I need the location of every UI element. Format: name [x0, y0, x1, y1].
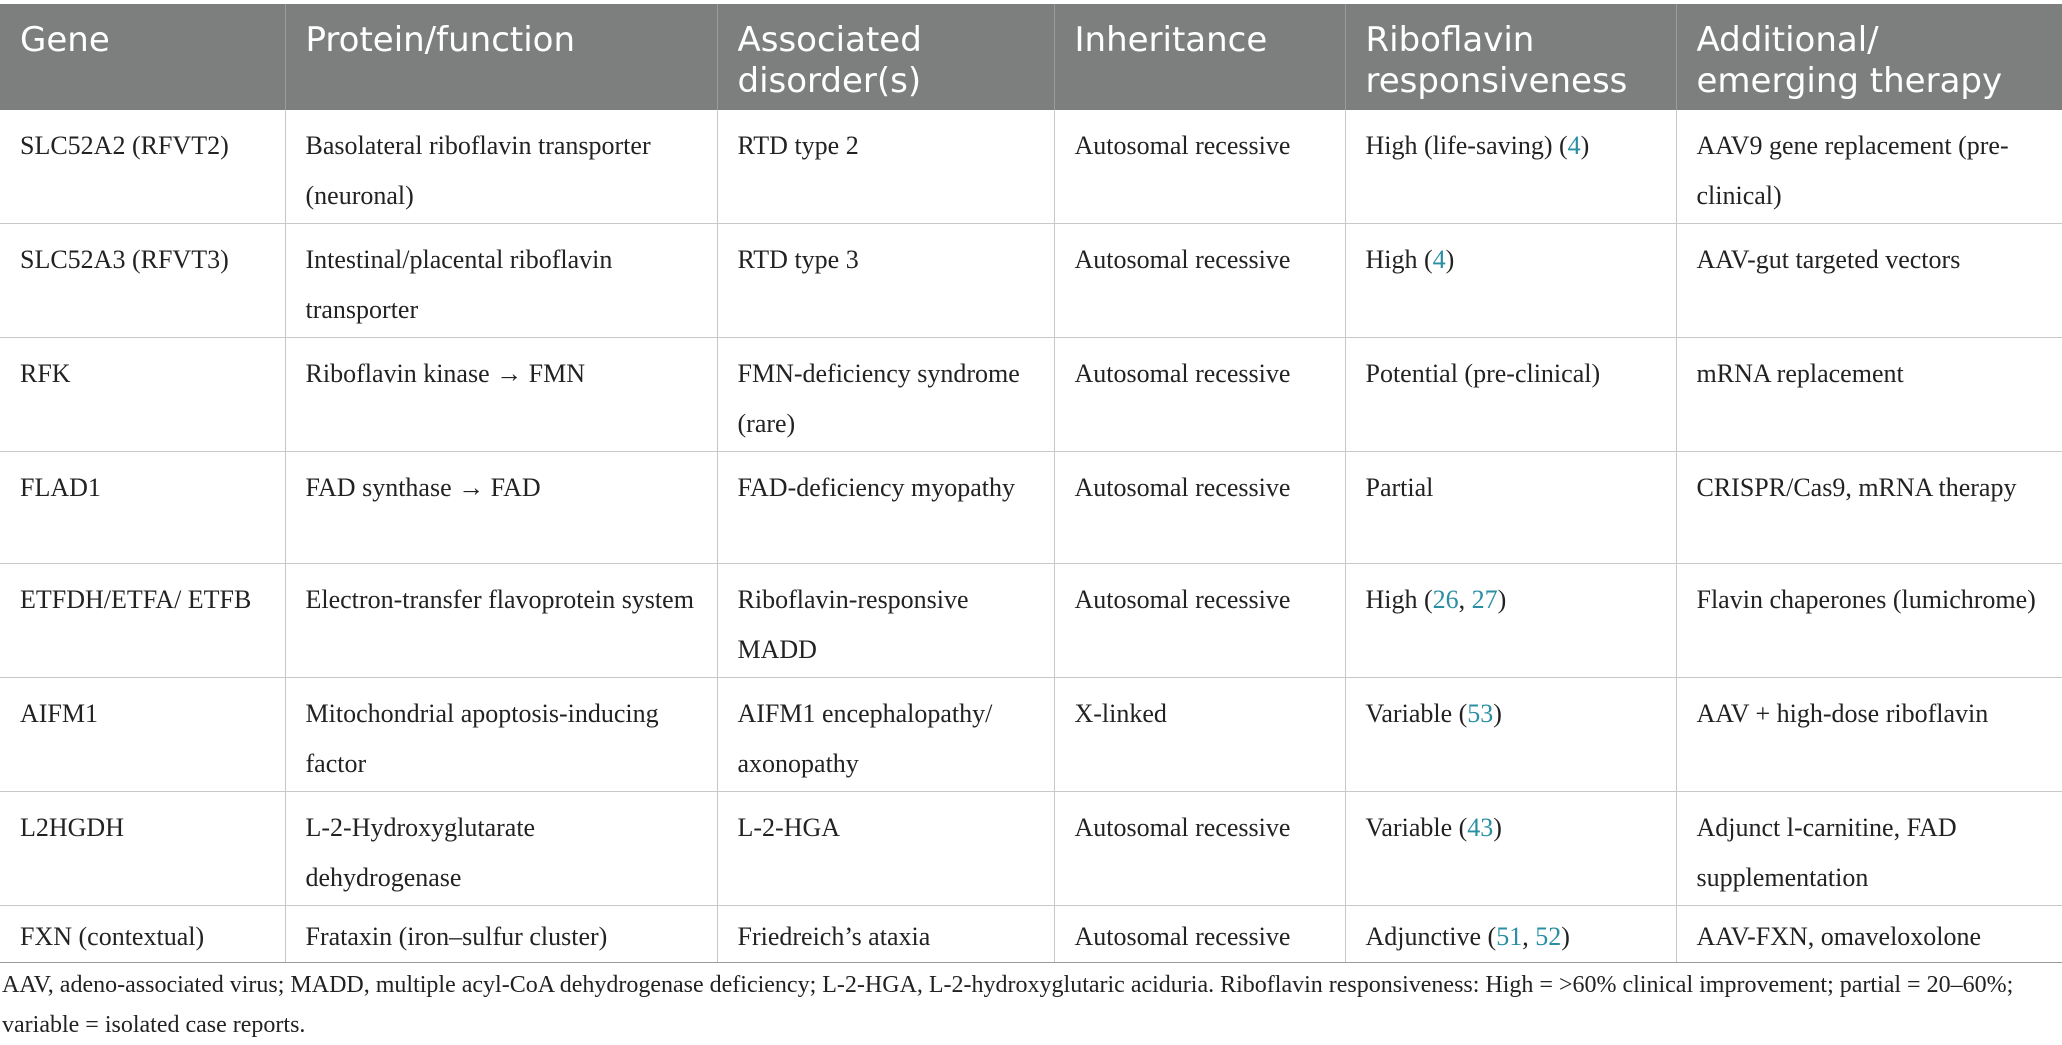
- therapy-cell: AAV + high-dose riboflavin: [1676, 678, 2062, 792]
- gene-table: [0, 4, 2062, 963]
- gene-cell: FXN (contextual): [0, 906, 285, 963]
- therapy-cell: Flavin chaperones (lumichrome): [1676, 564, 2062, 678]
- responsiveness-close: ): [1580, 131, 1590, 160]
- header-row: [0, 4, 2062, 110]
- responsiveness-text: Variable (: [1365, 699, 1468, 728]
- disorder-cell: Riboflavin-responsive MADD: [717, 564, 1054, 678]
- inheritance-cell: Autosomal recessive: [1054, 452, 1345, 564]
- reference-link[interactable]: 4: [1567, 131, 1581, 160]
- disorder-cell: Friedreich’s ataxia: [717, 906, 1054, 963]
- gene-cell: RFK: [0, 338, 285, 452]
- responsiveness-text: High (: [1365, 585, 1433, 614]
- reference-separator: ,: [1522, 922, 1536, 951]
- responsiveness-text: High (: [1365, 245, 1433, 274]
- responsiveness-text: Potential (pre-clinical): [1365, 359, 1601, 388]
- responsiveness-cell: [1345, 452, 1676, 564]
- responsiveness-cell: [1345, 110, 1676, 224]
- responsiveness-text: High (life-saving) (: [1365, 131, 1568, 160]
- inheritance-cell: Autosomal recessive: [1054, 906, 1345, 963]
- disorder-cell: RTD type 3: [717, 224, 1054, 338]
- responsiveness-text: Adjunctive (: [1365, 922, 1497, 951]
- reference-link[interactable]: 4: [1432, 245, 1446, 274]
- table-row: [0, 906, 2062, 963]
- reference-link[interactable]: 53: [1467, 699, 1494, 728]
- responsiveness-close: ): [1493, 699, 1502, 728]
- reference-link[interactable]: 27: [1471, 585, 1498, 614]
- responsiveness-text: Variable (: [1365, 813, 1468, 842]
- header-riboflavin-responsiveness: Riboflavin responsiveness: [1345, 4, 1676, 110]
- reference-link[interactable]: 51: [1496, 922, 1523, 951]
- responsiveness-close: ): [1497, 585, 1507, 614]
- gene-cell: ETFDH/ETFA/ ETFB: [0, 564, 285, 678]
- reference-link[interactable]: 52: [1535, 922, 1562, 951]
- responsiveness-close: ): [1493, 813, 1502, 842]
- therapy-cell: CRISPR/Cas9, mRNA therapy: [1676, 452, 2062, 564]
- therapy-cell: mRNA replacement: [1676, 338, 2062, 452]
- header-protein-function: Protein/function: [285, 4, 717, 110]
- protein-function-cell: Intestinal/placental riboflavin transporter: [285, 224, 717, 338]
- protein-function-cell: FAD synthase → FAD: [285, 452, 717, 564]
- table-row: [0, 792, 2062, 906]
- table-row: [0, 338, 2062, 452]
- responsiveness-cell: [1345, 338, 1676, 452]
- gene-cell: SLC52A3 (RFVT3): [0, 224, 285, 338]
- inheritance-cell: Autosomal recessive: [1054, 224, 1345, 338]
- table-row: [0, 678, 2062, 792]
- reference-separator: ,: [1458, 585, 1472, 614]
- therapy-cell: AAV-gut targeted vectors: [1676, 224, 2062, 338]
- gene-cell: L2HGDH: [0, 792, 285, 906]
- header-inheritance: Inheritance: [1054, 4, 1345, 110]
- header-associated-disorders: Associated disorder(s): [717, 4, 1054, 110]
- table-container: [0, 4, 2062, 963]
- disorder-cell: RTD type 2: [717, 110, 1054, 224]
- protein-function-cell: Frataxin (iron–sulfur cluster): [285, 906, 717, 963]
- therapy-cell: AAV9 gene replacement (pre-clinical): [1676, 110, 2062, 224]
- table-footnote: AAV, adeno-associated virus; MADD, multiple acyl-CoA dehydrogenase deficiency; L-2-HGA, L-2-hydroxyglutaric aciduria. Riboflavin responsiveness: High = >60% clinical improvement; partial = 20–60%; variable = isolated case reports.: [2, 972, 2014, 1038]
- inheritance-cell: Autosomal recessive: [1054, 792, 1345, 906]
- responsiveness-cell: [1345, 906, 1676, 963]
- disorder-cell: FMN-deficiency syndrome (rare): [717, 338, 1054, 452]
- protein-function-cell: Riboflavin kinase → FMN: [285, 338, 717, 452]
- inheritance-cell: X-linked: [1054, 678, 1345, 792]
- protein-function-cell: L-2-Hydroxyglutarate dehydrogenase: [285, 792, 717, 906]
- table-row: [0, 564, 2062, 678]
- gene-cell: AIFM1: [0, 678, 285, 792]
- table-row: [0, 110, 2062, 224]
- responsiveness-cell: [1345, 678, 1676, 792]
- protein-function-cell: Mitochondrial apoptosis-inducing factor: [285, 678, 717, 792]
- therapy-cell: AAV-FXN, omaveloxolone: [1676, 906, 2062, 963]
- table-body: [0, 110, 2062, 963]
- gene-cell: FLAD1: [0, 452, 285, 564]
- responsiveness-cell: [1345, 564, 1676, 678]
- protein-function-cell: Basolateral riboflavin transporter (neuronal): [285, 110, 717, 224]
- disorder-cell: AIFM1 encephalopathy/ axonopathy: [717, 678, 1054, 792]
- table-row: [0, 224, 2062, 338]
- responsiveness-text: Partial: [1365, 473, 1434, 502]
- inheritance-cell: Autosomal recessive: [1054, 338, 1345, 452]
- gene-cell: SLC52A2 (RFVT2): [0, 110, 285, 224]
- table-row: [0, 452, 2062, 564]
- disorder-cell: L-2-HGA: [717, 792, 1054, 906]
- responsiveness-cell: [1345, 792, 1676, 906]
- responsiveness-close: ): [1561, 922, 1570, 951]
- inheritance-cell: Autosomal recessive: [1054, 564, 1345, 678]
- therapy-cell: Adjunct l-carnitine, FAD supplementation: [1676, 792, 2062, 906]
- inheritance-cell: Autosomal recessive: [1054, 110, 1345, 224]
- reference-link[interactable]: 26: [1432, 585, 1459, 614]
- disorder-cell: FAD-deficiency myopathy: [717, 452, 1054, 564]
- responsiveness-cell: [1345, 224, 1676, 338]
- header-additional-therapy: Additional/ emerging therapy: [1676, 4, 2062, 110]
- responsiveness-close: ): [1445, 245, 1455, 274]
- header-gene: Gene: [0, 4, 285, 110]
- reference-link[interactable]: 43: [1467, 813, 1494, 842]
- protein-function-cell: Electron-transfer flavoprotein system: [285, 564, 717, 678]
